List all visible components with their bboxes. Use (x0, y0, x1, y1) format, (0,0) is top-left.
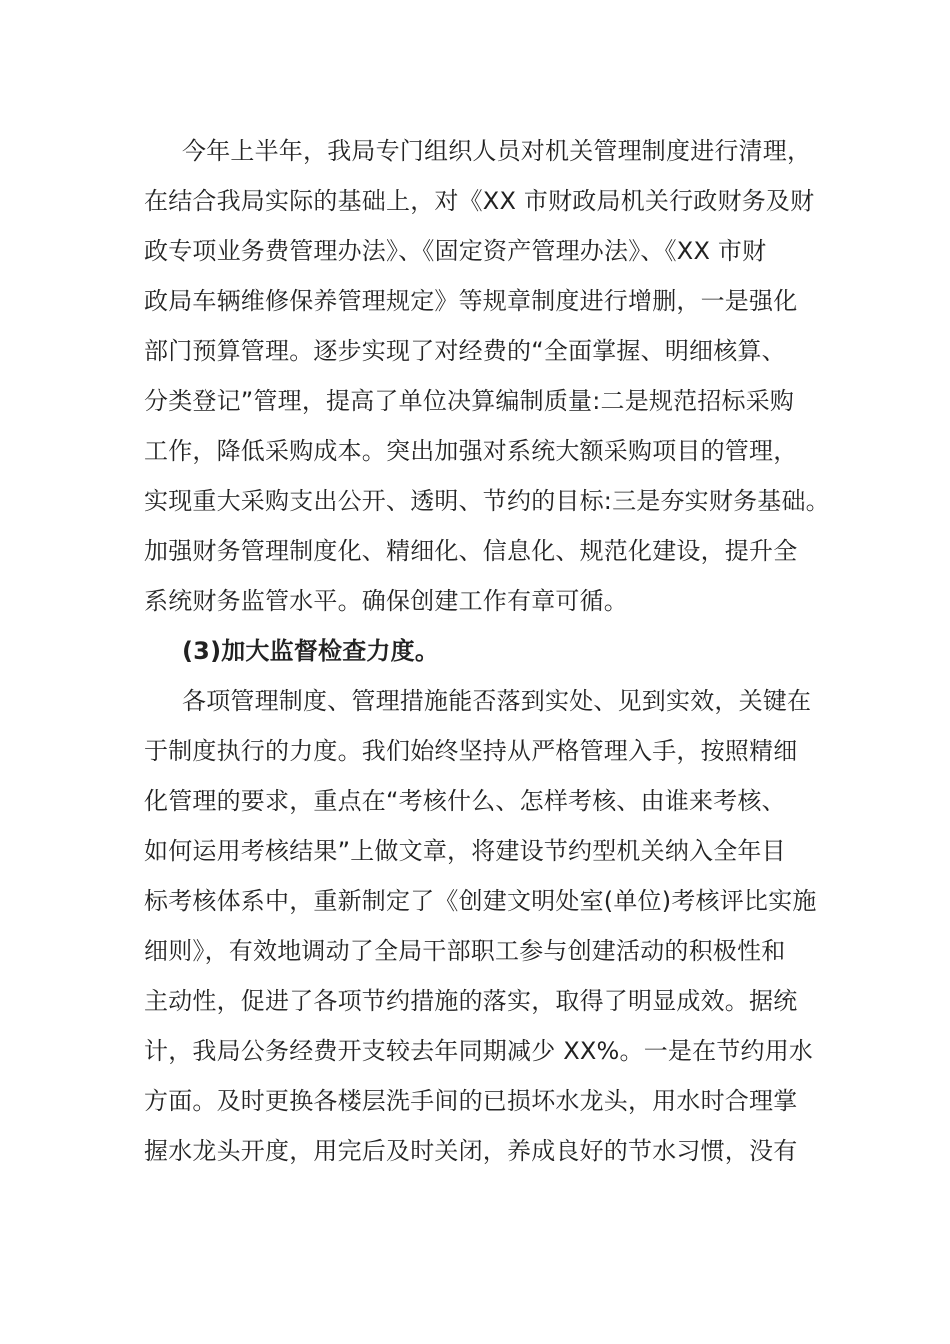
paragraph-2-line-4: 如何运用考核结果”上做文章，将建设节约型机关纳入全年目 (144, 837, 786, 865)
paragraph-1-line-5: 部门预算管理。逐步实现了对经费的“全面掌握、明细核算、 (144, 337, 786, 365)
paragraph-1-line-6: 分类登记”管理，提高了单位决算编制质量:二是规范招标采购 (144, 387, 795, 415)
paragraph-1-line-1: 今年上半年，我局专门组织人员对机关管理制度进行清理， (182, 137, 812, 165)
paragraph-2-line-5: 标考核体系中，重新制定了《创建文明处室(单位)考核评比实施 (144, 887, 817, 915)
paragraph-1-line-4: 政局车辆维修保养管理规定》等规章制度进行增删，一是强化 (144, 287, 798, 315)
paragraph-2-line-10: 握水龙头开度，用完后及时关闭，养成良好的节水习惯，没有 (144, 1137, 798, 1165)
paragraph-1-line-2: 在结合我局实际的基础上，对《XX 市财政局机关行政财务及财 (144, 187, 815, 215)
paragraph-2-line-8: 计，我局公务经费开支较去年同期减少 XX%。一是在节约用水 (144, 1037, 814, 1065)
paragraph-1-line-7: 工作，降低采购成本。突出加强对系统大额采购项目的管理， (144, 437, 798, 465)
paragraph-2-line-9: 方面。及时更换各楼层洗手间的已损坏水龙头，用水时合理掌 (144, 1087, 798, 1115)
paragraph-2-line-6: 细则》，有效地调动了全局干部职工参与创建活动的积极性和 (144, 937, 786, 965)
paragraph-2-line-2: 于制度执行的力度。我们始终坚持从严格管理入手，按照精细 (144, 737, 798, 765)
paragraph-2-line-1: 各项管理制度、管理措施能否落到实处、见到实效，关键在 (182, 687, 812, 715)
paragraph-2-line-3: 化管理的要求，重点在“考核什么、怎样考核、由谁来考核、 (144, 787, 786, 815)
paragraph-2-line-7: 主动性，促进了各项节约措施的落实，取得了明显成效。据统 (144, 987, 798, 1015)
paragraph-1-line-10: 系统财务监管水平。确保创建工作有章可循。 (144, 587, 628, 615)
paragraph-1-line-8: 实现重大采购支出公开、透明、节约的目标:三是夯实财务基础。 (144, 487, 830, 515)
paragraph-1-line-9: 加强财务管理制度化、精细化、信息化、规范化建设，提升全 (144, 537, 798, 565)
paragraph-1-line-3: 政专项业务费管理办法》、《固定资产管理办法》、《XX 市财 (144, 237, 767, 265)
section-heading: (3)加大监督检查力度。 (182, 637, 440, 665)
